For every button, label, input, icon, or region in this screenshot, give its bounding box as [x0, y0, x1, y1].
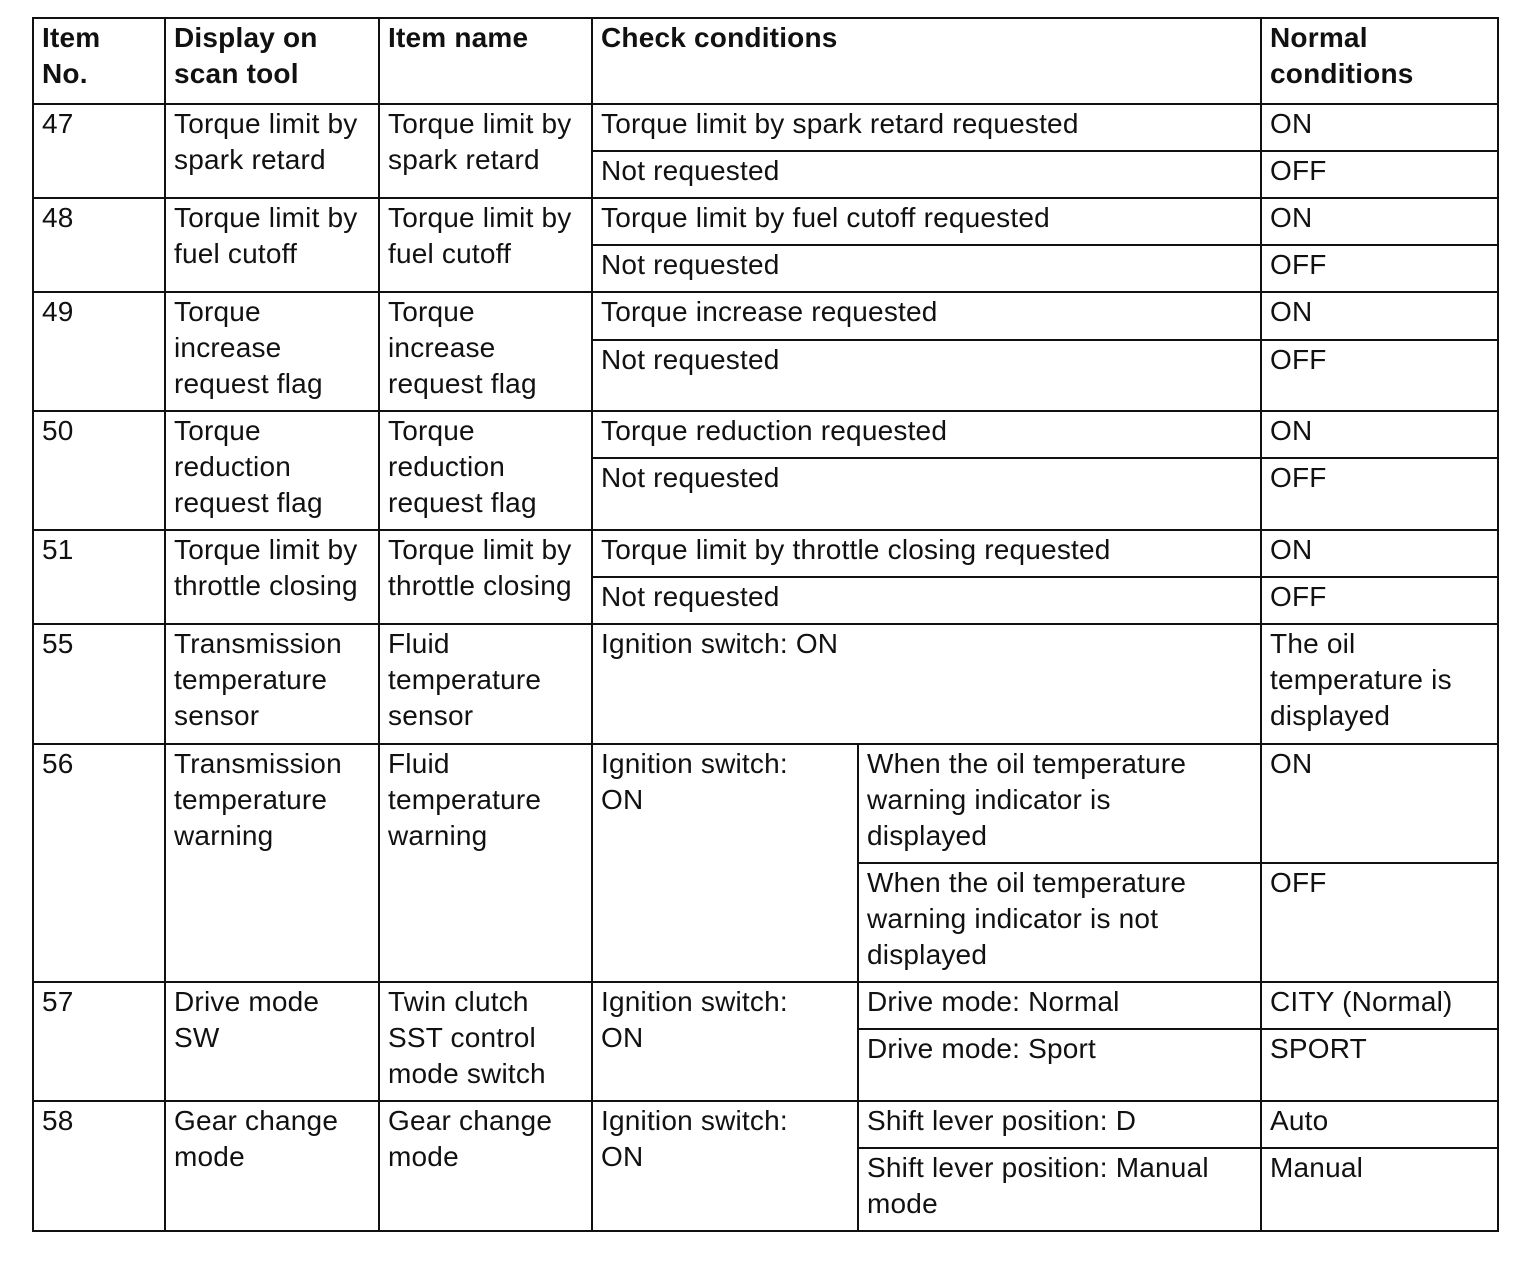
check-condition: Not requested — [592, 340, 1261, 411]
item-name: Torque limit by throttle closing — [379, 530, 592, 624]
normal-condition: CITY (Normal) — [1261, 982, 1498, 1029]
table-row — [33, 104, 1498, 151]
display-on-scan-tool: Transmission temperature sensor — [165, 624, 379, 744]
check-condition-sub: When the oil temperature warning indicator is not displayed — [858, 863, 1261, 982]
check-condition: Ignition switch: ON — [592, 624, 1261, 744]
table-row — [33, 744, 1498, 863]
check-condition-sub: Drive mode: Normal — [858, 982, 1261, 1029]
normal-condition: ON — [1261, 198, 1498, 245]
item-no: 55 — [33, 624, 165, 744]
header-display: Display on scan tool — [165, 18, 379, 104]
normal-condition: ON — [1261, 292, 1498, 340]
data-list-table — [32, 17, 1499, 1232]
normal-condition: OFF — [1261, 340, 1498, 411]
normal-condition: OFF — [1261, 577, 1498, 624]
item-no: 56 — [33, 744, 165, 982]
check-condition: Torque limit by fuel cutoff requested — [592, 198, 1261, 245]
normal-condition: ON — [1261, 744, 1498, 863]
table-row — [33, 624, 1498, 744]
check-condition: Torque limit by throttle closing requested — [592, 530, 1261, 577]
table-row — [33, 292, 1498, 340]
display-on-scan-tool: Drive mode SW — [165, 982, 379, 1101]
display-on-scan-tool: Gear change mode — [165, 1101, 379, 1231]
check-condition: Not requested — [592, 151, 1261, 198]
check-condition: Torque increase requested — [592, 292, 1261, 340]
table-row — [33, 198, 1498, 245]
item-no: 58 — [33, 1101, 165, 1231]
check-condition-sub: When the oil temperature warning indicator is displayed — [858, 744, 1261, 863]
check-condition: Torque reduction requested — [592, 411, 1261, 458]
display-on-scan-tool: Transmission temperature warning — [165, 744, 379, 982]
check-condition-main: Ignition switch: ON — [592, 1101, 858, 1231]
item-name: Torque limit by fuel cutoff — [379, 198, 592, 292]
normal-condition: ON — [1261, 104, 1498, 151]
item-no: 51 — [33, 530, 165, 624]
check-condition-sub: Shift lever position: Manual mode — [858, 1148, 1261, 1231]
display-on-scan-tool: Torque limit by spark retard — [165, 104, 379, 198]
display-on-scan-tool: Torque increase request flag — [165, 292, 379, 411]
item-name: Torque increase request flag — [379, 292, 592, 411]
display-on-scan-tool: Torque reduction request flag — [165, 411, 379, 530]
header-item-name: Item name — [379, 18, 592, 104]
item-no: 48 — [33, 198, 165, 292]
normal-condition: ON — [1261, 411, 1498, 458]
check-condition-main: Ignition switch: ON — [592, 744, 858, 982]
check-condition-sub: Drive mode: Sport — [858, 1029, 1261, 1101]
normal-condition: OFF — [1261, 151, 1498, 198]
item-name: Fluid temperature sensor — [379, 624, 592, 744]
item-name: Twin clutch SST control mode switch — [379, 982, 592, 1101]
table-row — [33, 982, 1498, 1029]
item-name: Fluid temperature warning — [379, 744, 592, 982]
table-row — [33, 1101, 1498, 1148]
header-item-no: Item No. — [33, 18, 165, 104]
header-check-conditions: Check conditions — [592, 18, 1261, 104]
normal-condition: OFF — [1261, 245, 1498, 292]
table-row — [33, 530, 1498, 577]
normal-condition: Manual — [1261, 1148, 1498, 1231]
check-condition: Not requested — [592, 458, 1261, 530]
item-name: Gear change mode — [379, 1101, 592, 1231]
item-no: 57 — [33, 982, 165, 1101]
check-condition: Torque limit by spark retard requested — [592, 104, 1261, 151]
normal-condition: OFF — [1261, 458, 1498, 530]
check-condition-sub: Shift lever position: D — [858, 1101, 1261, 1148]
normal-condition: ON — [1261, 530, 1498, 577]
item-no: 47 — [33, 104, 165, 198]
normal-condition: SPORT — [1261, 1029, 1498, 1101]
check-condition: Not requested — [592, 577, 1261, 624]
display-on-scan-tool: Torque limit by throttle closing — [165, 530, 379, 624]
normal-condition: OFF — [1261, 863, 1498, 982]
item-no: 49 — [33, 292, 165, 411]
normal-condition: Auto — [1261, 1101, 1498, 1148]
table-row — [33, 411, 1498, 458]
item-name: Torque reduction request flag — [379, 411, 592, 530]
header-row — [33, 18, 1498, 104]
check-condition: Not requested — [592, 245, 1261, 292]
display-on-scan-tool: Torque limit by fuel cutoff — [165, 198, 379, 292]
header-normal-conditions: Normal conditions — [1261, 18, 1498, 104]
item-no: 50 — [33, 411, 165, 530]
normal-condition: The oil temperature is displayed — [1261, 624, 1498, 744]
item-name: Torque limit by spark retard — [379, 104, 592, 198]
check-condition-main: Ignition switch: ON — [592, 982, 858, 1101]
